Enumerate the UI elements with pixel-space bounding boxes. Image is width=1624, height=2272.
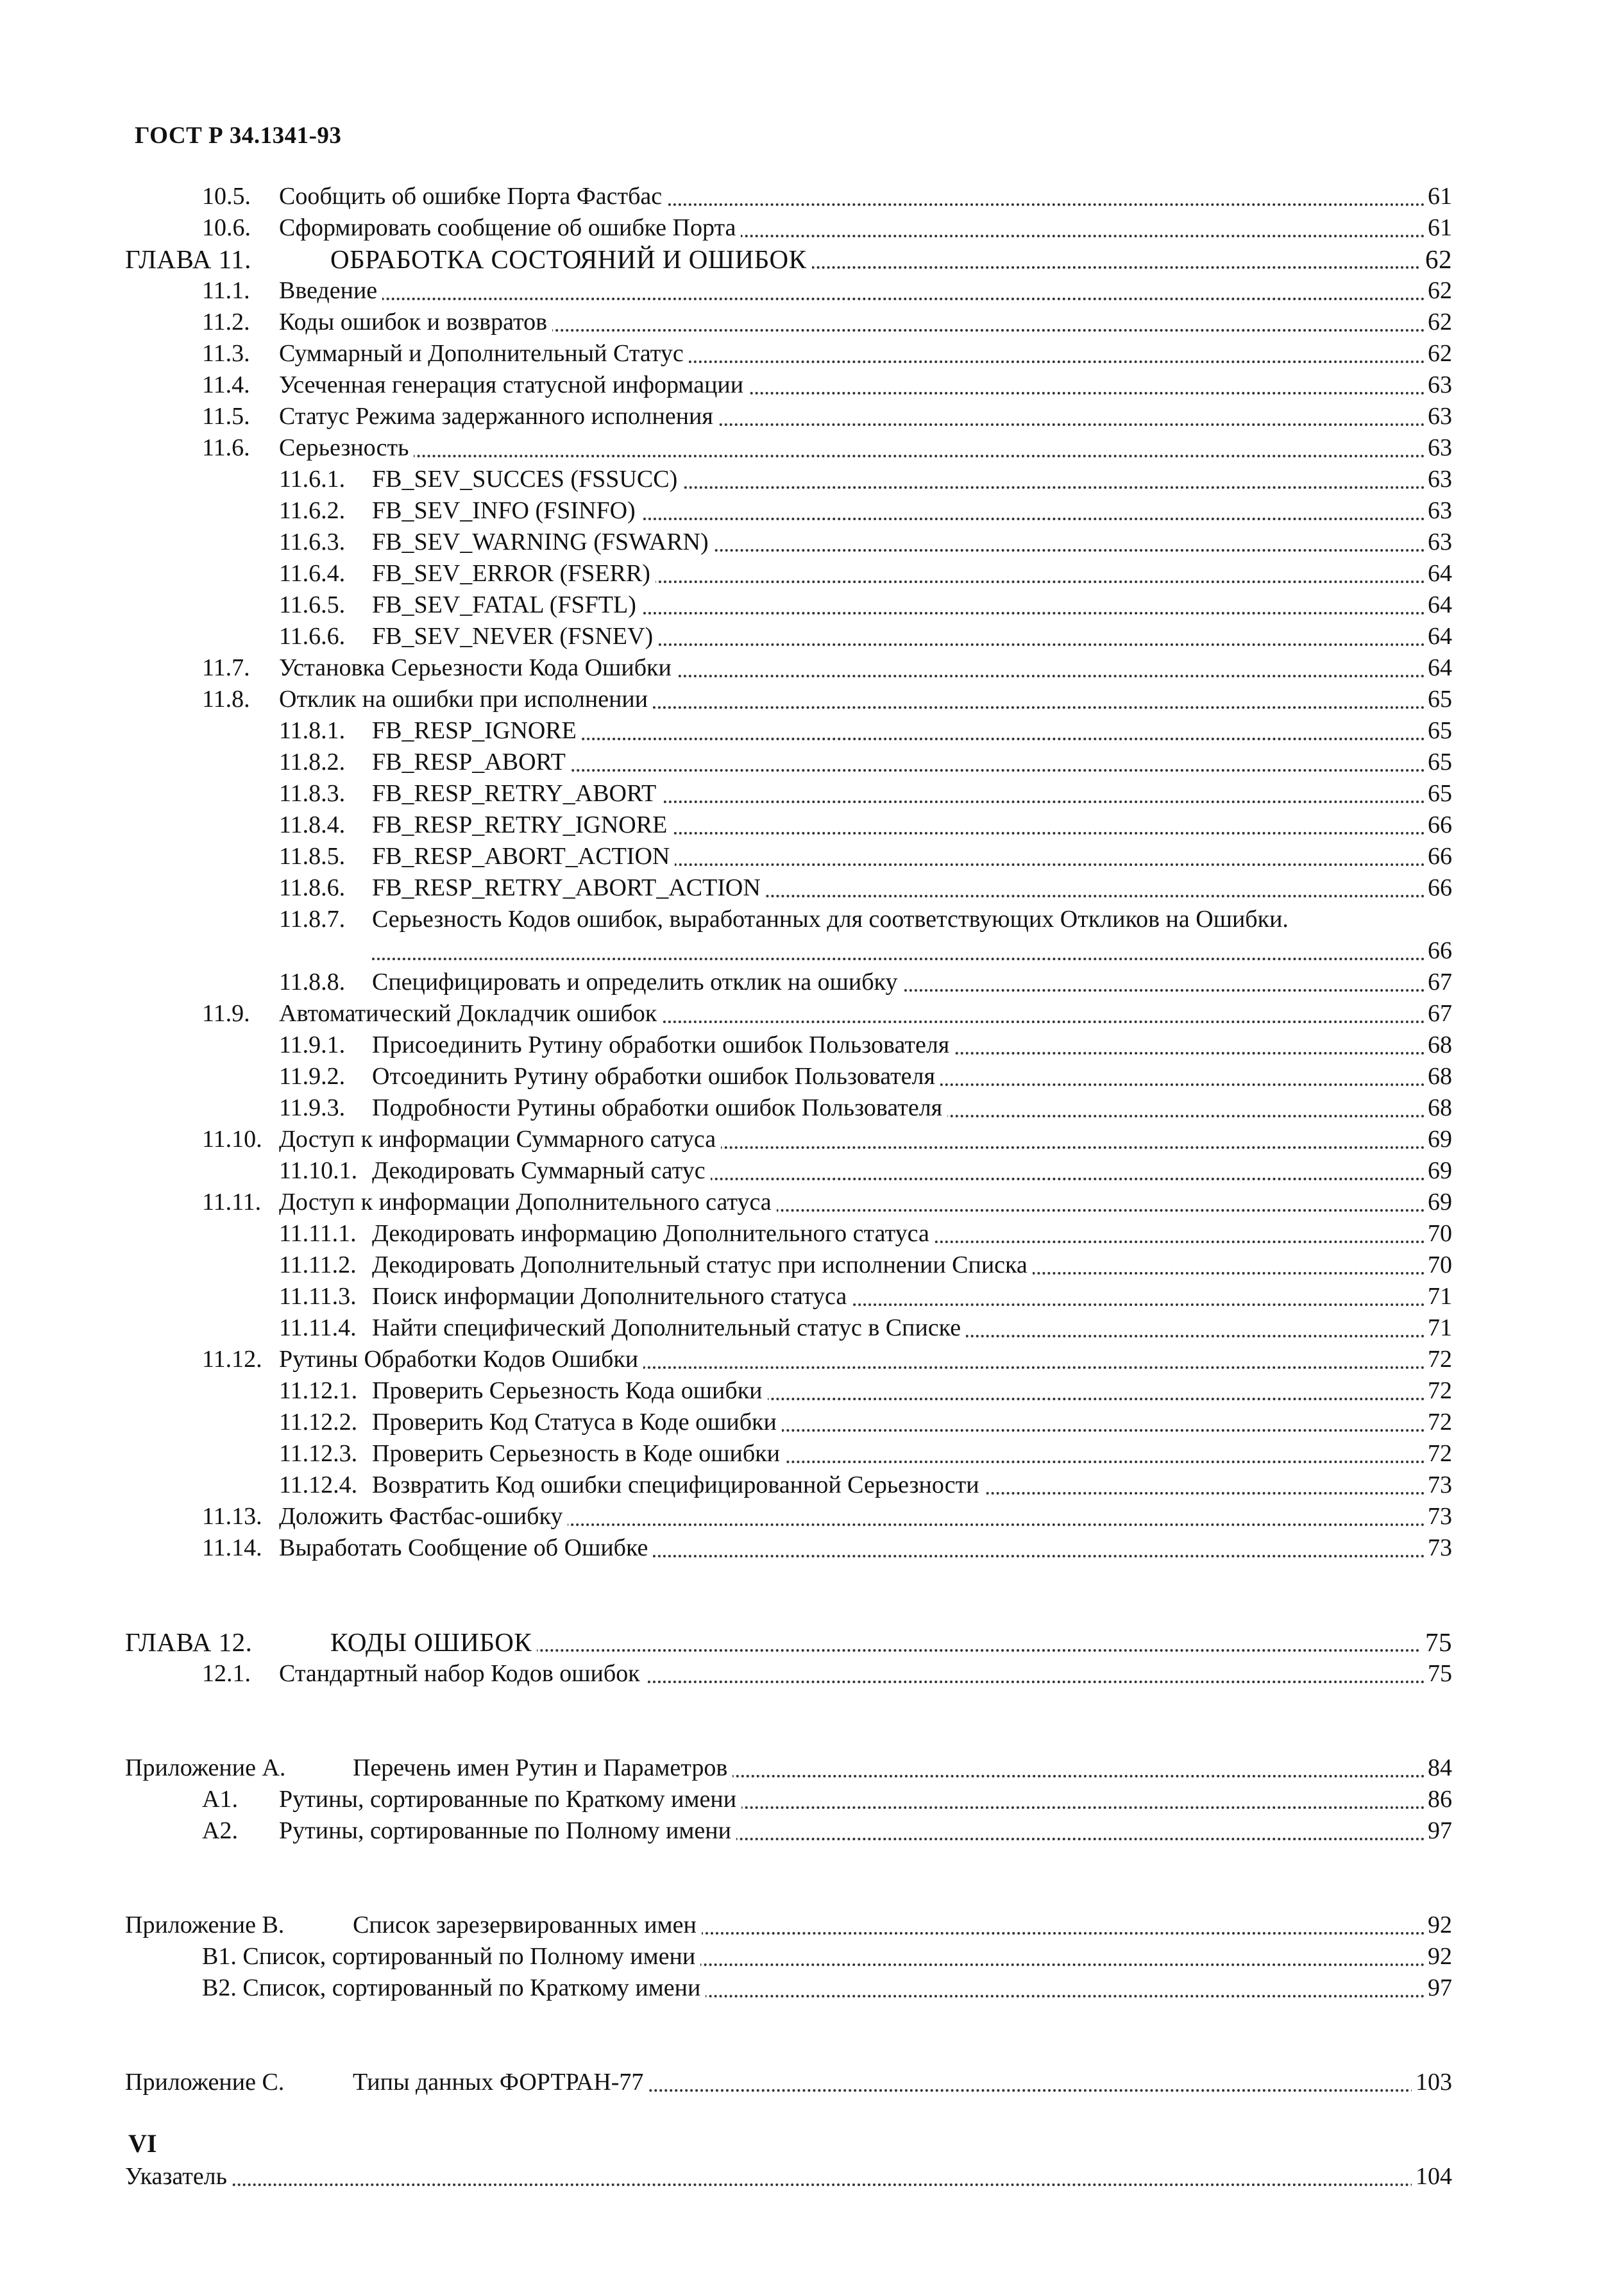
- toc-entry-page: 66: [1424, 935, 1452, 967]
- toc-entry-page: 86: [1424, 1784, 1452, 1815]
- toc-entry-number: ГЛАВА 11.: [125, 244, 251, 274]
- toc-entry-page: 92: [1424, 1910, 1452, 1941]
- toc-entry[interactable]: [0, 1815, 1624, 1847]
- toc-entry-number: 10.5.: [202, 183, 251, 210]
- toc-entry-number: 11.11.: [202, 1189, 262, 1216]
- toc-entry-number: Приложение С.: [125, 2069, 285, 2096]
- toc-entry-title: Проверить Серьезность в Коде ошибки: [372, 1438, 785, 1470]
- table-of-contents: [0, 181, 1624, 2192]
- toc-entry-page: 70: [1424, 1218, 1452, 1250]
- toc-entry-page: 63: [1424, 495, 1452, 527]
- toc-entry-title: Подробности Рутины обработки ошибок Пользователя: [372, 1092, 947, 1124]
- toc-entry-page: 75: [1421, 1627, 1452, 1658]
- toc-entry-number: 11.12.3.: [279, 1440, 358, 1467]
- toc-entry-page: 61: [1424, 212, 1452, 244]
- toc-entry-title: FB_SEV_NEVER (FSNEV): [372, 621, 658, 652]
- toc-entry-title: FB_SEV_WARNING (FSWARN): [372, 527, 714, 558]
- toc-entry-title: FB_SEV_ERROR (FSERR): [372, 558, 656, 589]
- toc-entry-page: 103: [1412, 2067, 1452, 2098]
- toc-entry-page: 73: [1424, 1501, 1452, 1532]
- toc-entry-number: 12.1.: [202, 1660, 251, 1687]
- toc-entry-number: 11.9.2.: [279, 1063, 346, 1090]
- toc-entry-number: 11.9.: [202, 1000, 250, 1027]
- toc-entry-number: 11.11.2.: [279, 1251, 357, 1278]
- toc-entry-title: Сообщить об ошибке Порта Фастбас: [279, 181, 667, 212]
- toc-entry-title: Выработать Сообщение об Ошибке: [279, 1532, 653, 1564]
- toc-entry-number: 11.12.: [202, 1346, 262, 1373]
- toc-entry-title: B1. Список, сортированный по Полному имени: [202, 1941, 700, 1972]
- toc-entry[interactable]: [0, 1532, 1624, 1564]
- toc-entry-page: 64: [1424, 652, 1452, 684]
- toc-entry-page: 63: [1424, 527, 1452, 558]
- toc-entry[interactable]: [0, 2067, 1624, 2098]
- toc-entry-page: 73: [1424, 1470, 1452, 1501]
- toc-entry-number: 11.9.1.: [279, 1031, 346, 1058]
- toc-entry-page: 65: [1424, 715, 1452, 747]
- toc-entry-title: Рутины Обработки Кодов Ошибки: [279, 1344, 643, 1375]
- toc-entry-title: Суммарный и Дополнительный Статус: [279, 338, 689, 369]
- toc-entry-title: Отсоединить Рутину обработки ошибок Пользователя: [372, 1061, 940, 1092]
- toc-entry-title: B2. Список, сортированный по Краткому имени: [202, 1972, 706, 2004]
- toc-entry-page: 64: [1424, 621, 1452, 652]
- toc-entry-page: 66: [1424, 841, 1452, 872]
- toc-entry-page: 65: [1424, 684, 1452, 715]
- toc-entry-page: 66: [1424, 810, 1452, 841]
- toc-entry-number: A2.: [202, 1817, 238, 1844]
- toc-entry-title: Проверить Серьезность Кода ошибки: [372, 1375, 768, 1407]
- toc-entry-title: Поиск информации Дополнительного статуса: [372, 1281, 852, 1312]
- toc-entry-title: FB_RESP_IGNORE: [372, 715, 582, 747]
- toc-entry-title: Декодировать Дополнительный статус при исполнении Списка: [372, 1250, 1033, 1281]
- toc-entry-title: FB_SEV_INFO (FSINFO): [372, 495, 641, 527]
- toc-entry-title: Найти специфический Дополнительный статус в Списке: [372, 1312, 966, 1344]
- toc-entry-title: FB_RESP_ABORT_ACTION: [372, 841, 675, 872]
- toc-entry-number: 11.5.: [202, 403, 250, 430]
- toc-entry[interactable]: [0, 1658, 1624, 1690]
- toc-entry-number: Приложение А.: [125, 1754, 286, 1781]
- toc-entry-number: 11.6.3.: [279, 529, 346, 555]
- toc-entry-page: 62: [1424, 338, 1452, 369]
- toc-entry-page: 92: [1424, 1941, 1452, 1972]
- toc-entry-page: 72: [1424, 1375, 1452, 1407]
- toc-entry-page: 68: [1424, 1030, 1452, 1061]
- toc-entry-page: 63: [1424, 432, 1452, 464]
- section-gap: [0, 2004, 1624, 2067]
- toc-entry-number: 11.9.3.: [279, 1094, 346, 1121]
- toc-entry-page: 69: [1424, 1187, 1452, 1218]
- toc-entry-number: 11.8.5.: [279, 843, 346, 870]
- toc-entry-number: 11.8.2.: [279, 749, 346, 776]
- toc-entry-number: 11.10.1.: [279, 1157, 358, 1184]
- section-gap: [0, 2098, 1624, 2161]
- toc-entry-number: 11.12.2.: [279, 1409, 358, 1436]
- toc-entry-page: 62: [1424, 307, 1452, 338]
- toc-entry-title: Перечень имен Рутин и Параметров: [353, 1752, 732, 1784]
- section-gap: [0, 1690, 1624, 1752]
- toc-entry-title: FB_SEV_SUCCES (FSSUCC): [372, 464, 682, 495]
- toc-entry-number: 11.6.1.: [279, 466, 346, 493]
- toc-entry-title: FB_RESP_RETRY_ABORT_ACTION: [372, 872, 766, 904]
- toc-entry-title: Проверить Код Статуса в Коде ошибки: [372, 1407, 782, 1438]
- toc-entry-number: 11.13.: [202, 1503, 262, 1530]
- document-header: ГОСТ Р 34.1341-93: [135, 123, 342, 149]
- toc-entry-title: Рутины, сортированные по Полному имени: [279, 1815, 736, 1847]
- toc-entry-title: ОБРАБОТКА СОСТОЯНИЙ И ОШИБОК: [330, 244, 812, 275]
- toc-entry-number: 11.8.7.: [279, 906, 346, 933]
- toc-entry-page: 104: [1412, 2161, 1452, 2192]
- toc-entry-page: 64: [1424, 558, 1452, 589]
- toc-entry-page: 63: [1424, 464, 1452, 495]
- toc-entry-page: 69: [1424, 1155, 1452, 1187]
- toc-entry-page: 69: [1424, 1124, 1452, 1155]
- toc-entry-number: 11.6.6.: [279, 623, 346, 650]
- toc-entry-number: 10.6.: [202, 214, 251, 241]
- toc-entry-title: FB_RESP_RETRY_ABORT: [372, 778, 661, 810]
- toc-entry-title: Присоединить Рутину обработки ошибок Пользователя: [372, 1030, 954, 1061]
- toc-entry-page: 72: [1424, 1407, 1452, 1438]
- toc-entry-page: 75: [1424, 1658, 1452, 1690]
- toc-entry-page: 66: [1424, 872, 1452, 904]
- toc-entry-number: 11.11.1.: [279, 1220, 357, 1247]
- toc-entry-number: 11.8.4.: [279, 811, 346, 838]
- toc-entry-page: 62: [1421, 244, 1452, 275]
- toc-entry-title: Рутины, сортированные по Краткому имени: [279, 1784, 741, 1815]
- toc-entry-page: 63: [1424, 369, 1452, 401]
- toc-entry-number: 11.12.1.: [279, 1377, 358, 1404]
- toc-entry-number: Приложение В.: [125, 1912, 285, 1938]
- section-gap: [0, 1564, 1624, 1627]
- toc-entry-title: Сформировать сообщение об ошибке Порта: [279, 212, 741, 244]
- toc-entry-title: Стандартный набор Кодов ошибок: [279, 1658, 645, 1690]
- toc-entry-title: Доступ к информации Дополнительного сатуса: [279, 1187, 777, 1218]
- toc-entry[interactable]: [0, 2161, 1624, 2192]
- toc-entry-page: 72: [1424, 1438, 1452, 1470]
- toc-entry-page: 63: [1424, 401, 1452, 432]
- toc-entry-number: 11.8.8.: [279, 969, 346, 996]
- dot-leader: [125, 2155, 1446, 2186]
- toc-entry-title: Декодировать информацию Дополнительного статуса: [372, 1218, 935, 1250]
- toc-entry-number: 11.3.: [202, 340, 250, 367]
- toc-entry-page: 97: [1424, 1972, 1452, 2004]
- toc-entry[interactable]: [0, 1972, 1624, 2004]
- toc-entry-title: Введение: [279, 275, 382, 307]
- toc-entry-number: 11.10.: [202, 1126, 262, 1153]
- toc-entry-title: FB_SEV_FATAL (FSFTL): [372, 589, 641, 621]
- toc-entry-title: Автоматический Докладчик ошибок: [279, 998, 662, 1030]
- toc-entry-title: Декодировать Суммарный сатус: [372, 1155, 711, 1187]
- toc-entry-page: 67: [1424, 967, 1452, 998]
- toc-entry-page: 97: [1424, 1815, 1452, 1847]
- toc-entry-title: Типы данных ФОРТРАН-77: [353, 2067, 648, 2098]
- toc-entry-number: 11.14.: [202, 1534, 262, 1561]
- toc-entry-number: A1.: [202, 1786, 238, 1813]
- toc-entry-title: Усеченная генерация статусной информации: [279, 369, 749, 401]
- toc-entry-number: 11.8.3.: [279, 780, 346, 807]
- toc-entry-title: Серьезность Кодов ошибок, выработанных для соответствующих Откликов на Ошибки.: [372, 906, 1289, 933]
- toc-entry-title: FB_RESP_ABORT: [372, 747, 571, 778]
- toc-entry-title: Доложить Фастбас-ошибку: [279, 1501, 568, 1532]
- toc-entry-page: 73: [1424, 1532, 1452, 1564]
- toc-entry-number: 11.8.1.: [279, 717, 346, 744]
- toc-entry-title: Коды ошибок и возвратов: [279, 307, 552, 338]
- toc-entry-title: Серьезность: [279, 432, 414, 464]
- toc-entry-page: 71: [1424, 1312, 1452, 1344]
- toc-entry-number: 11.11.3.: [279, 1283, 357, 1310]
- toc-entry-page: 67: [1424, 998, 1452, 1030]
- dot-leader: [279, 269, 1446, 300]
- toc-entry[interactable]: [0, 904, 1624, 967]
- toc-entry-page: 68: [1424, 1092, 1452, 1124]
- toc-entry-number: 11.6.2.: [279, 497, 346, 524]
- toc-entry-number: 11.6.5.: [279, 591, 346, 618]
- toc-entry-number: 11.7.: [202, 654, 250, 681]
- toc-entry-number: ГЛАВА 12.: [125, 1627, 253, 1657]
- toc-entry-page: 64: [1424, 589, 1452, 621]
- toc-entry-title: Указатель: [125, 2161, 232, 2192]
- toc-entry-number: 11.12.4.: [279, 1471, 358, 1498]
- page-number: VI: [128, 2129, 157, 2158]
- dot-leader: [279, 426, 1446, 457]
- toc-entry-title: Установка Серьезности Кода Ошибки: [279, 652, 677, 684]
- toc-entry-title: FB_RESP_RETRY_IGNORE: [372, 810, 672, 841]
- toc-entry-number: 11.8.6.: [279, 874, 346, 901]
- toc-entry-page: 84: [1424, 1752, 1452, 1784]
- toc-entry-page: 72: [1424, 1344, 1452, 1375]
- toc-entry-page: 68: [1424, 1061, 1452, 1092]
- toc-entry-number: 11.4.: [202, 371, 250, 398]
- toc-entry-page: 65: [1424, 778, 1452, 810]
- toc-entry-number: 11.6.: [202, 434, 250, 461]
- toc-entry-title: КОДЫ ОШИБОК: [330, 1627, 537, 1658]
- toc-entry-number: 11.11.4.: [279, 1314, 357, 1341]
- toc-entry-title: Статус Режима задержанного исполнения: [279, 401, 718, 432]
- toc-entry-title: Доступ к информации Суммарного сатуса: [279, 1124, 721, 1155]
- toc-entry-title: Список зарезервированных имен: [353, 1910, 702, 1941]
- toc-entry-title: Отклик на ошибки при исполнении: [279, 684, 653, 715]
- toc-entry-page: 65: [1424, 747, 1452, 778]
- toc-entry-title: Специфицировать и определить отклик на ошибку: [372, 967, 902, 998]
- section-gap: [0, 1847, 1624, 1910]
- toc-entry-title: Возвратить Код ошибки специфицированной Серьезности: [372, 1470, 985, 1501]
- toc-entry-page: 71: [1424, 1281, 1452, 1312]
- toc-entry-number: 11.1.: [202, 277, 250, 304]
- toc-entry-number: 11.8.: [202, 686, 250, 713]
- toc-entry-page: 62: [1424, 275, 1452, 307]
- toc-entry-page: 61: [1424, 181, 1452, 212]
- toc-entry[interactable]: [0, 872, 1624, 904]
- toc-entry-page: 70: [1424, 1250, 1452, 1281]
- toc-entry-number: 11.6.4.: [279, 560, 346, 587]
- toc-entry-number: 11.2.: [202, 309, 250, 335]
